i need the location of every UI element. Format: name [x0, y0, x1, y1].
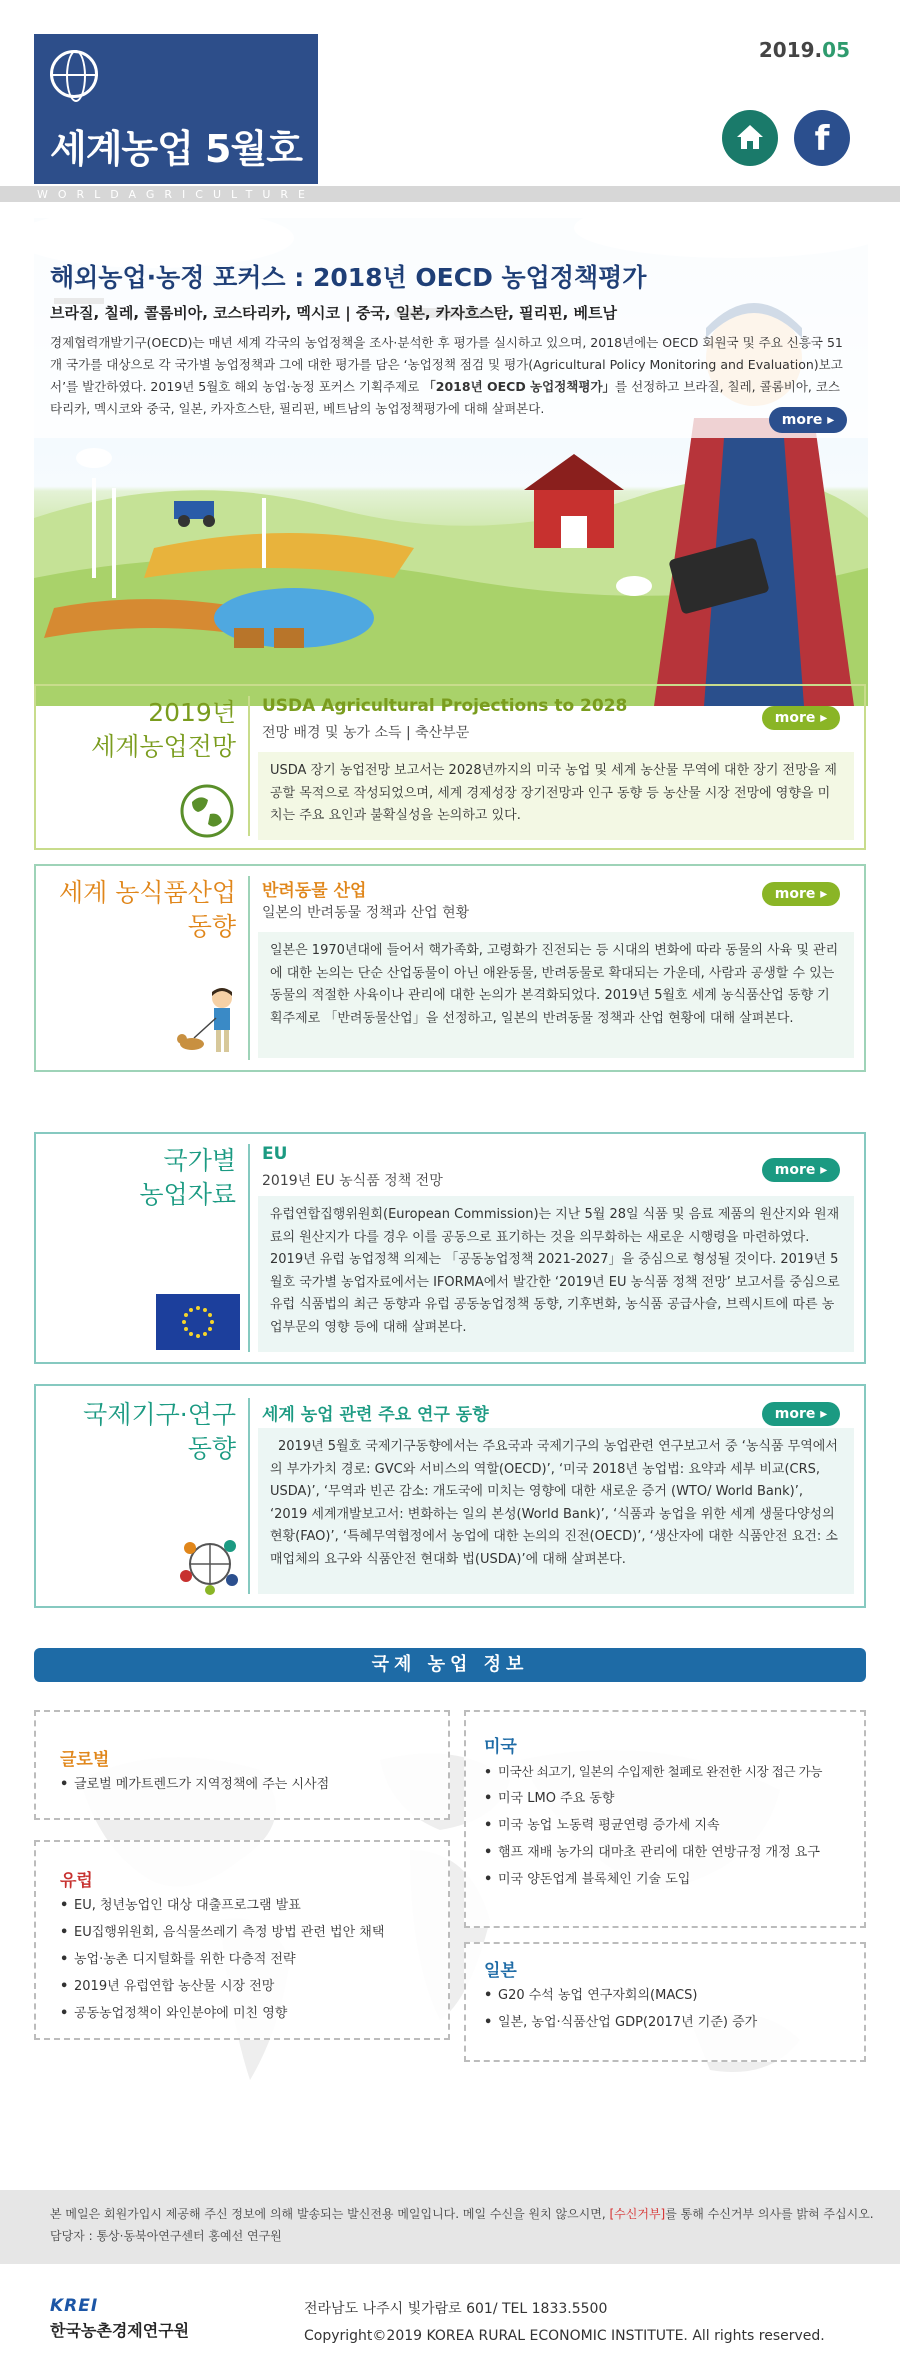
section-1-sub: 전망 배경 및 농가 소득 | 축산부문 [262, 725, 470, 741]
address-line: 전라남도 나주시 빛가람로 601/ TEL 1833.5500 [304, 2301, 608, 2317]
section-1-label-line2: 세계농업전망 [91, 732, 236, 761]
section-2-more-button[interactable]: more ▸ [762, 882, 840, 906]
section-4-label-line1: 국제기구·연구 [83, 1400, 236, 1429]
list-item[interactable]: • G20 수석 농업 연구자회의(MACS) [484, 1982, 757, 2009]
section-2-label-line1: 세계 농식품산업 [59, 878, 236, 907]
section-3-title: EU [262, 1144, 288, 1164]
section-1-label [40, 696, 236, 764]
section-2-body: 일본은 1970년대에 들어서 핵가족화, 고령화가 진전되는 등 시대의 변화에 따라 동물의 사육 및 관리에 대한 논의는 단순 산업동물이 아닌 애완동물, 반려동물로 확대되는 가운데, 사람과 공생할 수 있는 동물의 적절한 사육이나 관리에 대한 논의가 본격화되었다. 2019년 5월호 세계 농식품산업 동향 기획주제로 「반려동물산업」을 선정하고, 일본의 반려동물 정책과 산업 현황에 대해 살펴본다. [258, 932, 854, 1058]
list-item[interactable]: • 미국산 쇠고기, 일본의 수입제한 철폐로 완전한 시장 접근 가능 [484, 1758, 822, 1785]
copyright-line: Copyright©2019 KOREA RURAL ECONOMIC INSTITUTE. All rights reserved. [304, 2328, 825, 2344]
network-icon [178, 1532, 242, 1596]
section-1-title: USDA Agricultural Projections to 2028 [262, 696, 628, 716]
section-4-label-line2: 동향 [187, 1434, 236, 1463]
dog-walker-icon [176, 986, 244, 1058]
issue-date [759, 38, 850, 62]
list-item[interactable]: • 농업·농촌 디지털화를 위한 다층적 전략 [60, 1946, 384, 1973]
footer-note-text: 본 메일은 회원가입시 제공해 주신 정보에 의해 발송되는 발신전용 메일입니다. 메일 수신을 원치 않으시면, [50, 2207, 610, 2221]
newsletter-subtitle: WORLDAGRICULTURE [36, 188, 316, 201]
list-item[interactable]: • 2019년 유럽연합 농산물 시장 전망 [60, 1973, 384, 2000]
list-item[interactable]: • 일본, 농업·식품산업 GDP(2017년 기준) 증가 [484, 2009, 757, 2036]
facebook-button[interactable] [794, 110, 850, 166]
divider [248, 1398, 250, 1594]
section-3-more-button[interactable]: more ▸ [762, 1158, 840, 1182]
hero-body [50, 332, 850, 420]
footer-notice [50, 2203, 874, 2247]
newsletter-title: 세계농업 5월호 [50, 127, 302, 171]
region-global-title: 글로벌 [60, 1750, 110, 1770]
region-usa-title: 미국 [484, 1737, 517, 1757]
list-item[interactable]: • 미국 양돈업계 블록체인 기술 도입 [484, 1866, 822, 1893]
section-1-body: USDA 장기 농업전망 보고서는 2028년까지의 미국 농업 및 세계 농산물 무역에 대한 장기 전망을 제공할 목적으로 작성되었으며, 세계 경제성장 장기전망과 인구 동향 등 농산물 시장 전망에 영향을 미치는 주요 요인과 불확실성을 논의하고 있다. [258, 752, 854, 840]
hero-countries: 브라질, 칠레, 콜롬비아, 코스타리카, 멕시코 | 중국, 일본, 카자흐스탄, 필리핀, 베트남 [50, 304, 617, 322]
list-item[interactable]: • 글로벌 메가트렌드가 지역정책에 주는 시사점 [60, 1771, 329, 1798]
list-item[interactable]: • EU집행위원회, 음식물쓰레기 측정 방법 관련 법안 채택 [60, 1919, 384, 1946]
home-icon [735, 123, 765, 151]
eu-stars [156, 1294, 240, 1350]
section-3-label-line2: 농업자료 [139, 1180, 236, 1209]
section-1-more-button[interactable]: more ▸ [762, 706, 840, 730]
issue-month: 05 [822, 38, 850, 62]
globe-icon [50, 50, 98, 98]
hero-more-button[interactable]: more ▸ [769, 407, 847, 433]
region-europe-title: 유럽 [60, 1871, 93, 1891]
org-name: 한국농촌경제연구원 [50, 2321, 190, 2340]
hero-body-bold: 「2018년 OECD 농업정책평가」 [423, 379, 616, 394]
divider [248, 696, 250, 836]
list-item[interactable]: • 햄프 재배 농가의 대마초 관리에 대한 연방규정 개정 요구 [484, 1839, 822, 1866]
section-4-label [40, 1398, 236, 1466]
section-2-sub: 일본의 반려동물 정책과 산업 현황 [262, 905, 470, 921]
eu-flag-icon [156, 1294, 240, 1350]
region-global-list [60, 1771, 329, 1798]
section-2-label-line2: 동향 [187, 912, 236, 941]
footer-contact: 담당자 : 통상·동북아연구센터 홍예선 연구원 [50, 2229, 282, 2243]
intl-info-banner: 국제 농업 정보 [34, 1648, 866, 1682]
hero-body-text-2: 를 선정하고 브라질, 칠레, 콜롬비아, 코스타리카, 멕시코와 중국, 일본, 카자흐스탄, 필리핀, 베트남의 농업정책평가에 대해 살펴본다. [50, 379, 841, 416]
section-2-label [40, 876, 236, 944]
unsubscribe-link[interactable]: [수신거부] [609, 2207, 666, 2221]
krei-logo: KREI [50, 2296, 99, 2316]
section-3-body: 유럽연합집행위원회(European Commission)는 지난 5월 28일 식품 및 음료 제품의 원산지와 원재료의 원산지가 다를 경우 이를 공동으로 표기하는 것을 의무화하는 새로운 시행령을 마련하였다. 2019년 유럽 농업정책 의제는 「공동농업정책 2021-2027」을 중심으로 형성될 것이다. 2019년 5월호 국가별 농업자료에서는 IFORMA에서 발간한 ‘2019년 EU 농식품 정책 전망’ 보고서를 중심으로 유럽 식품법의 최근 동향과 유럽 공동농업정책 동향, 기후변화, 농식품 공급사슬, 브렉시트에 따른 농업부문의 영향 등에 대해 살펴본다. [258, 1196, 854, 1352]
facebook-icon: f [814, 119, 830, 159]
region-japan-list [484, 1982, 757, 2036]
section-2-title: 반려동물 산업 [262, 881, 367, 901]
home-button[interactable] [722, 110, 778, 166]
globe-icon [180, 784, 234, 838]
list-item[interactable]: • 공동농업정책이 와인분야에 미친 영향 [60, 2000, 384, 2027]
section-4-title: 세계 농업 관련 주요 연구 동향 [262, 1405, 489, 1425]
section-3-label [40, 1144, 236, 1212]
section-1-label-line1: 2019년 [148, 698, 236, 727]
region-japan-title: 일본 [484, 1961, 517, 1981]
footer-address [304, 2296, 825, 2350]
list-item[interactable]: • 미국 농업 노동력 평균연령 증가세 지속 [484, 1812, 822, 1839]
hero-body-text-1: 경제협력개발기구(OECD)는 매년 세계 각국의 농업정책을 조사·분석한 후 평가를 실시하고 있으며, 2018년에는 OECD 회원국 및 주요 신흥국 51개 국가를 대상으로 각 국가별 농업정책과 그에 대한 평가를 담은 ‘농업정책 점검 및 평가(Agricultural Policy Monitoring and Evaluation)보고서’를 발간하였다. 2019년 5월호 해외 농업·농정 포커스 기획주제로 [50, 335, 843, 394]
section-4-body: 2019년 5월호 국제기구동향에서는 주요국과 국제기구의 농업관련 연구보고서 중 ‘농식품 무역에서의 부가가치 경로: GVC와 서비스의 역할(OECD)’, ‘미국 2018년 농업법: 요약과 세부 비교(CRS, USDA)’, ‘무역과 빈곤 감소: 개도국에 미치는 영향에 대한 새로운 증거 (WTO/ World Bank)’, ‘2019 세계개발보고서: 변화하는 일의 본성(World Bank)’, ‘식품과 농업을 위한 세계 생물다양성의 현황(FAO)’, ‘특혜무역협정에서 농업에 대한 논의의 진전(OECD)’, ‘생산자에 대한 식품안전 요건: 소매업체의 요구와 식품안전 현대화 법(USDA)’에 대해 살펴본다. [258, 1428, 854, 1594]
footer-note-text-2: 를 통해 수신거부 의사를 밝혀 주십시오. [665, 2207, 874, 2221]
section-4-more-button[interactable]: more ▸ [762, 1402, 840, 1426]
section-3-sub: 2019년 EU 농식품 정책 전망 [262, 1173, 443, 1189]
issue-year: 2019. [758, 38, 823, 62]
region-europe-list [60, 1892, 384, 2027]
region-usa-list [484, 1758, 822, 1893]
list-item[interactable]: • 미국 LMO 주요 동향 [484, 1785, 822, 1812]
list-item[interactable]: • EU, 청년농업인 대상 대출프로그램 발표 [60, 1892, 384, 1919]
section-3-label-line1: 국가별 [163, 1146, 236, 1175]
divider [248, 876, 250, 1060]
divider [248, 1144, 250, 1352]
hero-title: 해외농업·농정 포커스 : 2018년 OECD 농업정책평가 [50, 263, 647, 292]
